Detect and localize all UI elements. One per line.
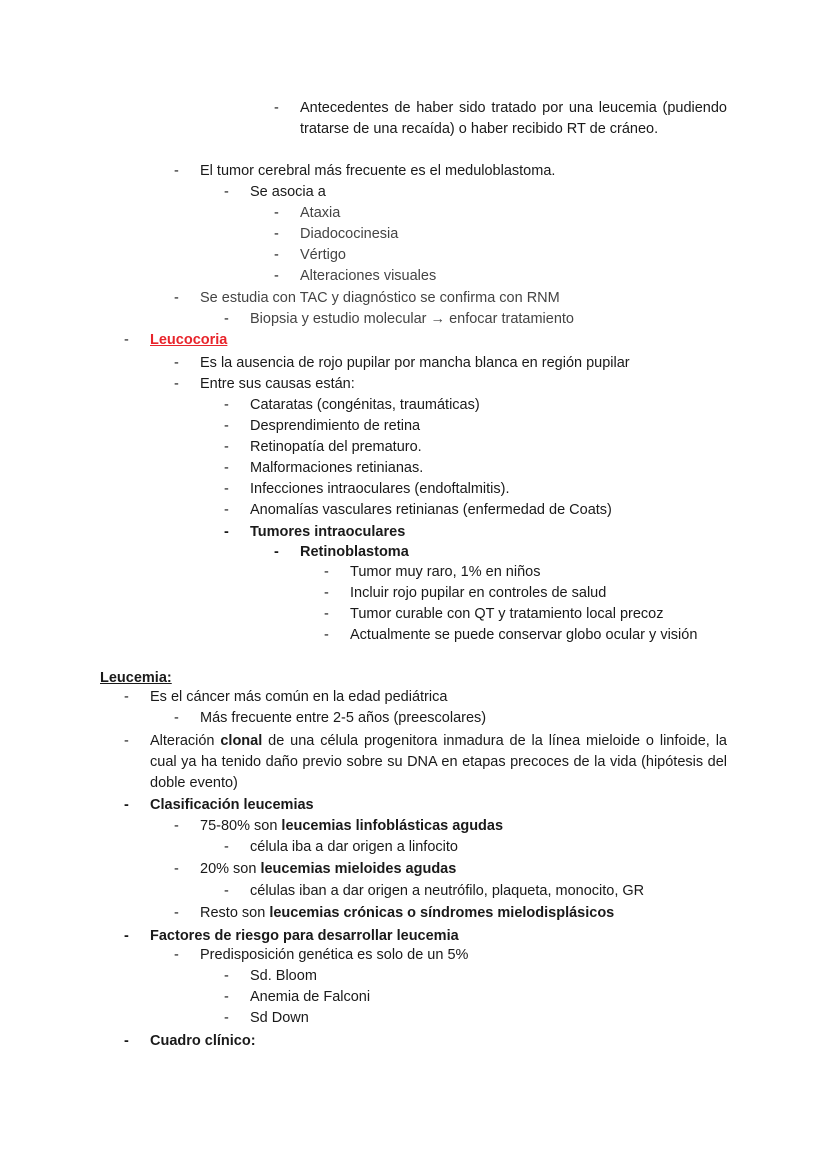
item-text: Cataratas (congénitas, traumáticas): [250, 397, 480, 413]
item-text: Predisposición genética es solo de un 5%: [200, 947, 469, 963]
list-item-leucocoria: [124, 330, 228, 351]
list-item: [274, 266, 437, 287]
item-text-bold: clonal: [220, 733, 263, 749]
item-text: Sd Down: [250, 1010, 309, 1026]
bullet-dash: -: [124, 1033, 129, 1049]
item-text: Factores de riesgo para desarrollar leucemia: [150, 928, 459, 944]
bullet-dash: -: [224, 311, 229, 327]
list-item: [224, 437, 422, 458]
bullet-dash: -: [274, 205, 279, 221]
bullet-dash: -: [224, 502, 229, 518]
bullet-dash: -: [224, 524, 229, 540]
bullet-dash: -: [124, 332, 129, 348]
item-text: Malformaciones retinianas.: [250, 460, 424, 476]
item-text: Desprendimiento de retina: [250, 418, 421, 434]
item-text: Actualmente se puede conservar globo ocular y visión: [350, 627, 698, 643]
list-item: [274, 98, 727, 140]
item-text: Infecciones intraoculares (endoftalmitis).: [250, 481, 510, 497]
item-text: Clasificación leucemias: [150, 797, 314, 813]
item-text: Alteraciones visuales: [300, 268, 437, 284]
list-item: [274, 245, 346, 266]
bullet-dash: -: [224, 418, 229, 434]
item-text-part: Resto son: [200, 905, 270, 921]
list-item: [274, 203, 341, 224]
bullet-dash: -: [174, 818, 179, 834]
item-text: células iban a dar origen a neutrófilo, plaqueta, monocito, GR: [250, 883, 645, 899]
item-text: El tumor cerebral más frecuente es el meduloblastoma.: [200, 163, 556, 179]
list-item: [174, 161, 556, 182]
bullet-dash: -: [174, 163, 179, 179]
list-item: [224, 395, 480, 416]
list-item: [224, 416, 421, 437]
item-text-bold: leucemias crónicas o síndromes mielodisplásicos: [269, 905, 615, 921]
item-text: célula iba a dar origen a linfocito: [250, 839, 458, 855]
bullet-dash: -: [124, 689, 129, 705]
item-text: Es la ausencia de rojo pupilar por mancha blanca en región pupilar: [200, 355, 630, 371]
bullet-dash: -: [174, 905, 179, 921]
item-text: Biopsia y estudio molecular → enfocar tratamiento: [250, 311, 574, 327]
list-item: [124, 687, 448, 708]
section-title-leucocoria: Leucocoria: [150, 332, 228, 348]
bullet-dash: -: [274, 100, 279, 116]
list-item: [224, 987, 371, 1008]
list-item: [124, 731, 727, 794]
bullet-dash: -: [224, 397, 229, 413]
item-text: Tumores intraoculares: [250, 524, 406, 540]
bullet-dash: -: [224, 460, 229, 476]
bullet-dash: -: [324, 606, 329, 622]
bullet-dash: -: [274, 268, 279, 284]
item-text: Retinopatía del prematuro.: [250, 439, 422, 455]
bullet-dash: -: [224, 989, 229, 1005]
bullet-dash: -: [174, 355, 179, 371]
list-item: [224, 837, 458, 858]
bullet-dash: -: [174, 376, 179, 392]
list-item: [324, 625, 698, 646]
bullet-dash: -: [174, 947, 179, 963]
item-text: Tumor muy raro, 1% en niños: [350, 564, 541, 580]
item-text: Se asocia a: [250, 184, 326, 200]
bullet-dash: -: [224, 481, 229, 497]
bullet-dash: -: [124, 928, 129, 944]
item-text-bold: leucemias linfoblásticas agudas: [281, 818, 504, 834]
list-item: [124, 1031, 256, 1052]
item-text: Ataxia: [300, 205, 341, 221]
item-text: Vértigo: [300, 247, 346, 263]
list-item: [124, 926, 459, 947]
list-item: [224, 479, 510, 500]
bullet-dash: -: [324, 564, 329, 580]
item-text: Diadococinesia: [300, 226, 399, 242]
bullet-dash: -: [224, 839, 229, 855]
bullet-dash: -: [224, 1010, 229, 1026]
item-text: Es el cáncer más común en la edad pediátrica: [150, 689, 448, 705]
bullet-dash: -: [174, 710, 179, 726]
item-text: Anomalías vasculares retinianas (enfermedad de Coats): [250, 502, 612, 518]
list-item: [224, 966, 317, 987]
item-text-part: de una célula progenitora inmadura de la línea mieloide o linfoide, la cual ya ha tenido daño previo sobre su DNA en etapas precoces de la vida (hipótesis del doble evento): [150, 733, 727, 791]
item-text-part: Alteración: [150, 733, 221, 749]
item-text-part: 75-80% son: [200, 818, 282, 834]
item-text: Entre sus causas están:: [200, 376, 355, 392]
bullet-dash: -: [174, 290, 179, 306]
list-item: [174, 708, 487, 729]
list-item: [224, 458, 424, 479]
list-item: [174, 288, 560, 309]
list-item: [174, 859, 457, 880]
list-item: [274, 224, 399, 245]
item-text: Cuadro clínico:: [150, 1033, 256, 1049]
list-item: [174, 374, 355, 395]
bullet-dash: -: [274, 544, 279, 560]
bullet-dash: -: [224, 439, 229, 455]
item-text: Retinoblastoma: [300, 544, 409, 560]
section-heading-leucemia: Leucemia:: [100, 670, 172, 686]
list-item: [174, 353, 630, 374]
list-item: [224, 1008, 309, 1029]
list-item: [224, 182, 326, 203]
list-item: [174, 903, 615, 924]
bullet-dash: -: [274, 226, 279, 242]
list-item: [224, 500, 612, 521]
item-text: Más frecuente entre 2-5 años (preescolares): [200, 710, 487, 726]
list-item: [174, 816, 504, 837]
list-item: [174, 945, 469, 966]
bullet-dash: -: [224, 968, 229, 984]
bullet-dash: -: [224, 184, 229, 200]
item-text-part: 20% son: [200, 861, 261, 877]
item-text: Se estudia con TAC y diagnóstico se confirma con RNM: [200, 290, 560, 306]
list-item: [224, 309, 574, 330]
list-item: [324, 562, 541, 583]
list-item: [274, 542, 409, 563]
bullet-dash: -: [174, 861, 179, 877]
list-item: [124, 795, 314, 816]
bullet-dash: -: [124, 797, 129, 813]
item-text: Tumor curable con QT y tratamiento local precoz: [350, 606, 664, 622]
bullet-dash: -: [224, 883, 229, 899]
bullet-dash: -: [324, 585, 329, 601]
list-item: [324, 583, 607, 604]
bullet-dash: -: [324, 627, 329, 643]
bullet-dash: -: [274, 247, 279, 263]
list-item: [224, 881, 645, 902]
item-text-bold: leucemias mieloides agudas: [260, 861, 457, 877]
item-text: Incluir rojo pupilar en controles de salud: [350, 585, 607, 601]
list-item: [324, 604, 664, 625]
item-text: Antecedentes de haber sido tratado por una leucemia (pudiendo tratarse de una recaída) o haber recibido RT de cráneo.: [300, 100, 727, 137]
list-item: [224, 522, 406, 543]
bullet-dash: -: [124, 733, 129, 749]
item-text: Anemia de Falconi: [250, 989, 371, 1005]
item-text: Sd. Bloom: [250, 968, 317, 984]
